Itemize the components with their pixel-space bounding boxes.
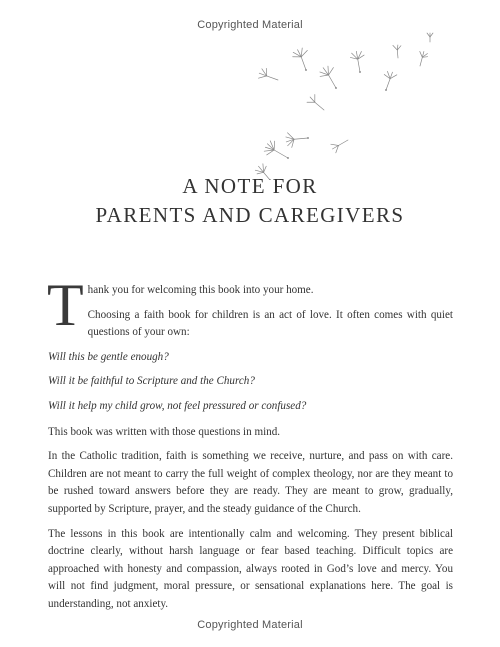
dandelion-seeds-icon (248, 30, 448, 180)
dandelion-seed (317, 63, 343, 92)
seed-dot (305, 69, 307, 71)
dandelion-seed (416, 50, 429, 67)
title-line-2: PARENTS AND CAREGIVERS (95, 203, 405, 227)
question-3: Will it help my child grow, not feel pressured or confused? (48, 399, 307, 412)
dandelion-seed (330, 136, 351, 154)
paragraph-2: Choosing a faith book for children is an act of love. It often comes with quiet questions of your own: (87, 308, 453, 339)
dandelion-seed (285, 131, 308, 148)
question-1: Will this be gentle enough? (48, 350, 169, 363)
title-line-1: A NOTE FOR (182, 174, 318, 198)
dandelion-seed (379, 70, 397, 92)
dandelion-seed (291, 47, 314, 73)
paragraph-1-text: hank you for welcoming this book into your home. (87, 284, 314, 296)
dandelion-seed (393, 45, 402, 59)
paragraph-5: The lessons in this book are intentionally calm and welcoming. They present biblical doctrine clearly, without harsh language or fear based teaching. Difficult topics are approached with honesty and compassion, always rooted in God’s love and mercy. You will not find judgment, moral pressure, or sensational explanations here. The goal is understanding, not anxiety. (48, 527, 453, 610)
seed-dot (385, 89, 387, 91)
copyright-watermark-top: Copyrighted Material (197, 19, 303, 31)
copyright-watermark-bottom: Copyrighted Material (197, 619, 303, 631)
seed-dot (359, 71, 361, 73)
paragraph-3: This book was written with those questions in mind. (48, 425, 281, 438)
dandelion-seed (306, 93, 328, 114)
question-2: Will it be faithful to Scripture and the Church? (48, 375, 255, 388)
paragraph-4: In the Catholic tradition, faith is something we receive, nurture, and pass on with care. Children are not meant to carry the full weight of complex theology, nor are they meant to be rushed toward answers before they are ready. They are meant to grow, gradually, supported by Scripture, prayer, and the steady guidance of the Church. (48, 450, 453, 515)
seed-dot (335, 87, 337, 89)
seed-dot (287, 157, 289, 159)
dandelion-seed (349, 50, 366, 73)
drop-cap: T (47, 272, 84, 338)
dandelion-seed (427, 33, 433, 42)
body-text (47, 272, 453, 621)
page-title (0, 172, 500, 230)
dandelion-seed (262, 139, 292, 165)
dandelion-seed (257, 67, 280, 85)
question-list (48, 349, 453, 416)
seed-dot (307, 137, 309, 139)
